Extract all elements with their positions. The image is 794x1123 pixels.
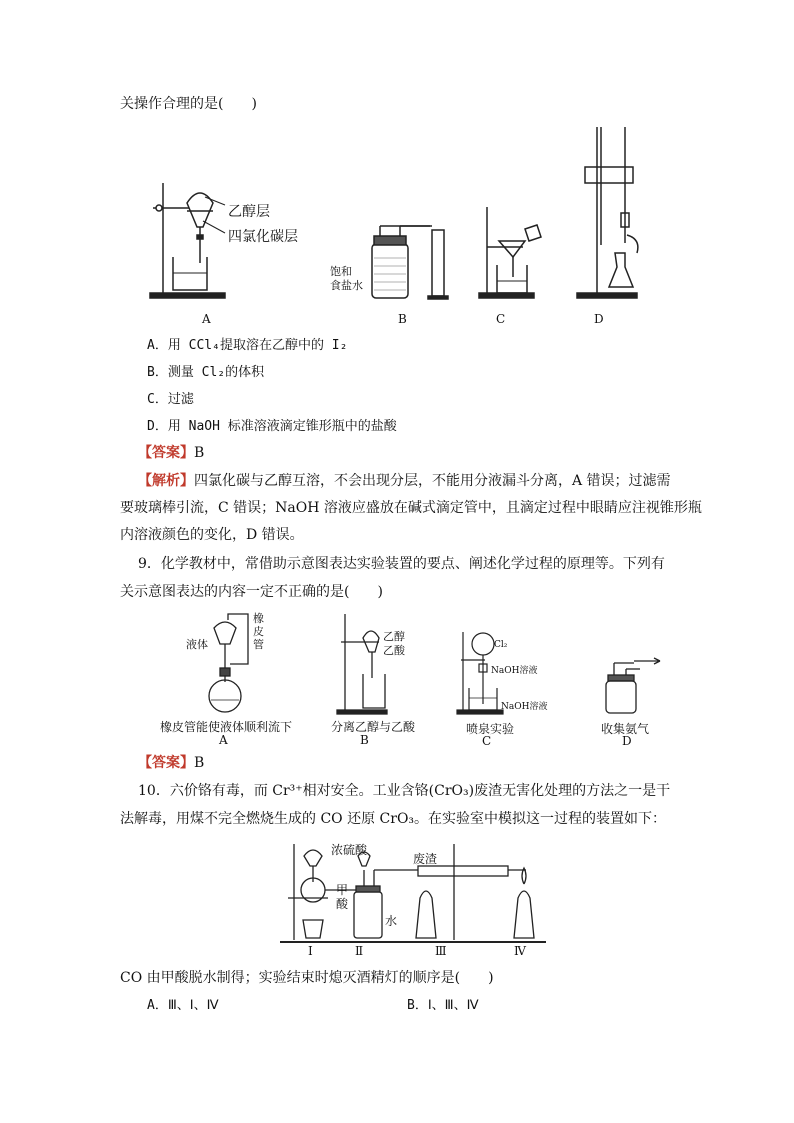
q10-residue-label: 废渣 <box>413 852 438 866</box>
q9-b-caption: 分离乙醇与乙酸 <box>331 720 416 734</box>
q10-option-a: A．Ⅲ、Ⅰ、Ⅳ <box>147 998 219 1013</box>
q10-formic-label: 甲 酸 <box>336 883 349 911</box>
q9-a-caption: 橡皮管能使液体顺利流下 <box>160 720 293 734</box>
q8-option-b: B．测量 Cl₂的体积 <box>147 365 265 380</box>
q10-line-1: 10．六价铬有毒，而 Cr³⁺相对安全。工业含铬(CrO₃)废渣无害化处理的方法之一是干 <box>138 783 671 799</box>
q9-c-sol1: NaOH溶液 <box>491 666 538 676</box>
q8-analysis-tag: 【解析】 <box>138 473 194 489</box>
q9-b-top: 乙醇 <box>383 630 405 643</box>
q8-option-c: C．过滤 <box>147 392 194 407</box>
q9-d-caption: 收集氨气 <box>601 722 650 736</box>
q9-b-bottom: 乙酸 <box>383 644 405 657</box>
q10-label-iv: Ⅳ <box>514 944 526 958</box>
q8-analysis-line-1 <box>138 471 671 491</box>
q10-line-2: 法解毒，用煤不完全燃烧生成的 CO 还原 CrO₃。在实验室中模拟这一过程的装置如下： <box>120 811 667 827</box>
q8-b-label: B <box>398 312 407 326</box>
q8-answer-tag: 【答案】 <box>138 445 194 461</box>
q9-answer-tag: 【答案】 <box>138 755 194 771</box>
q8-a-layer-bottom: 四氯化碳层 <box>228 229 298 245</box>
q9-d-label: D <box>622 734 632 748</box>
q9-answer: B <box>194 755 205 771</box>
q8-option-a: A．用 CCl₄提取溶在乙醇中的 I₂ <box>147 338 348 353</box>
q9-c-gas: Cl₂ <box>494 640 508 650</box>
q9-b-label: B <box>360 733 369 747</box>
q9-a-label: A <box>219 733 228 747</box>
q10-option-b: B．Ⅰ、Ⅲ、Ⅳ <box>407 998 479 1013</box>
q8-a-label: A <box>202 312 211 326</box>
q10-label-iii: Ⅲ <box>435 944 447 958</box>
q10-acid-label: 浓硫酸 <box>331 843 368 857</box>
q8-analysis-text-1: 四氯化碳与乙醇互溶，不会出现分层，不能用分液漏斗分离，A 错误；过滤需 <box>194 473 671 489</box>
q9-c-label: C <box>482 734 492 748</box>
q10-label-ii: Ⅱ <box>355 944 364 958</box>
q8-b-liquid-label: 饱和 食盐水 <box>330 265 363 292</box>
q9-a-tube: 橡 皮 管 <box>253 612 264 651</box>
q8-analysis-line-3: 内溶液颜色的变化，D 错误。 <box>120 527 304 543</box>
q8-answer: B <box>194 445 205 461</box>
q9-figure-d <box>600 655 670 717</box>
q10-label-i: Ⅰ <box>308 944 313 958</box>
q8-analysis-line-2: 要玻璃棒引流，C 错误；NaOH 溶液应盛放在碱式滴定管中，且滴定过程中眼睛应注视锥形瓶 <box>120 500 702 516</box>
q8-c-label: C <box>496 312 506 326</box>
q9-line-1: 9．化学教材中，常借助示意图表达实验装置的要点、阐述化学过程的原理等。下列有 <box>138 556 665 572</box>
q9-c-sol2: NaOH溶液 <box>501 702 548 712</box>
q8-figure-d <box>575 125 665 300</box>
q8-intro: 关操作合理的是( ) <box>120 96 257 112</box>
q8-d-label: D <box>594 312 604 326</box>
q9-answer-line <box>138 753 204 773</box>
q8-figure-b <box>360 222 455 302</box>
q9-a-liquid: 液体 <box>186 638 208 651</box>
q10-water-label: 水 <box>385 914 398 928</box>
q10-question: CO 由甲酸脱水制得；实验结束时熄灭酒精灯的顺序是( ) <box>120 970 494 986</box>
q8-option-d: D．用 NaOH 标准溶液滴定锥形瓶中的盐酸 <box>147 419 397 434</box>
q8-answer-line <box>138 443 204 463</box>
q8-a-layer-top: 乙醇层 <box>228 204 270 220</box>
q9-line-2: 关示意图表达的内容一定不正确的是( ) <box>120 584 383 600</box>
q9-c-caption: 喷泉实验 <box>466 722 515 736</box>
q8-figure-c <box>475 205 555 300</box>
